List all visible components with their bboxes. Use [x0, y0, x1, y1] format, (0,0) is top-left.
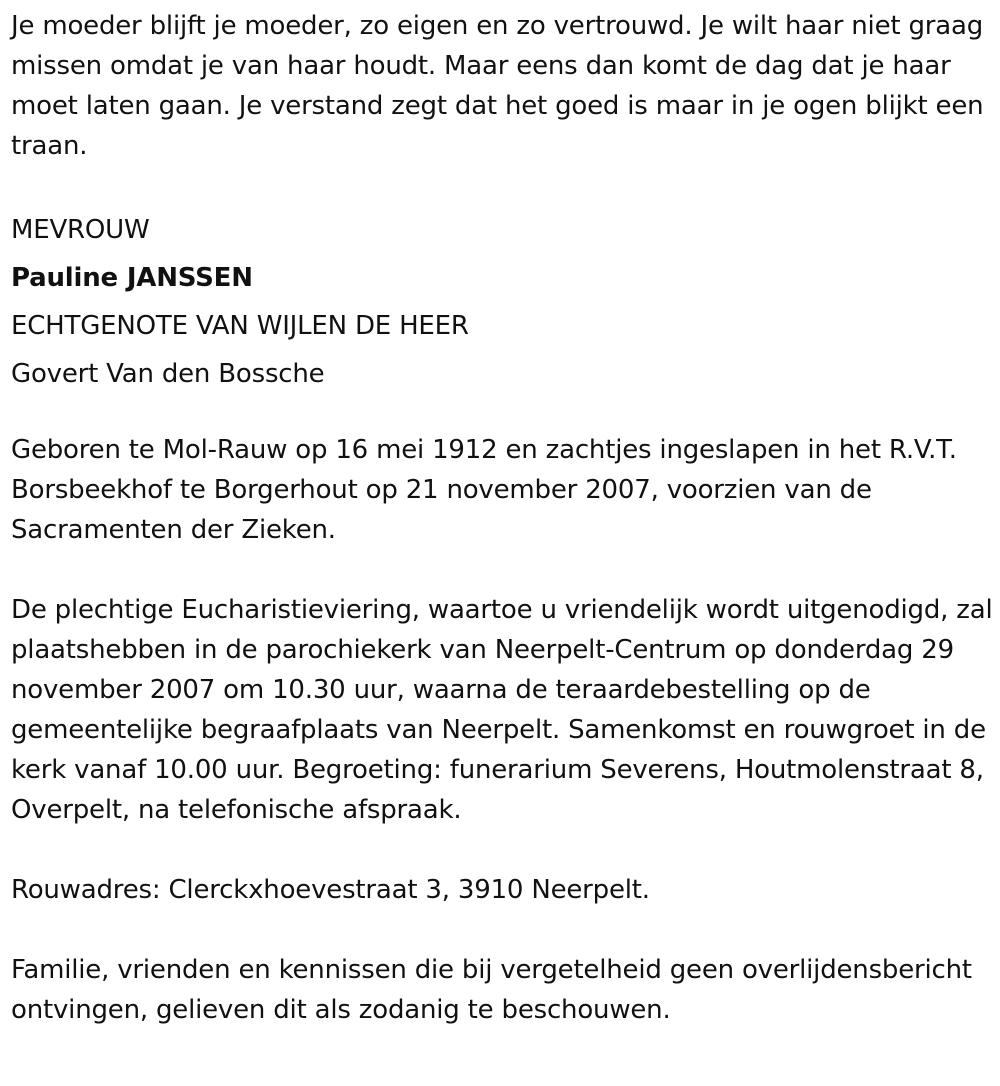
honorific-title: MEVROUW	[11, 215, 150, 245]
relation-text: ECHTGENOTE VAN WIJLEN DE HEER	[11, 311, 469, 341]
ceremony-text: De plechtige Eucharistieviering, waartoe u vriendelijk wordt uitgenodigd, zal plaatshebben in de parochiekerk van Neerpelt-Centrum op donderdag 29 november 2007 om 10.30 uur, waarna de teraardebestelling op de gemeentelijke begraafplaats van Neerpelt. Samenkomst en rouwgroet in de kerk vanaf 10.00 uur. Begroeting: funerarium Severens, Houtmolenstraat 8, Overpelt, na telefonische afspraak.	[11, 595, 993, 825]
birth-death-text: Geboren te Mol-Rauw op 16 mei 1912 en zachtjes ingeslapen in het R.V.T. Borsbeekhof te Borgerhout op 21 november 2007, voorzien van de Sacramenten der Zieken.	[11, 435, 957, 545]
spacer	[11, 910, 996, 950]
spacer	[11, 398, 996, 430]
spacer	[11, 550, 996, 590]
closing-text: Familie, vrienden en kennissen die bij vergetelheid geen overlijdensbericht ontvingen, gelieven dit als zodanig te beschouwen.	[11, 955, 972, 1025]
mourning-address: Rouwadres: Clerckxhoevestraat 3, 3910 Neerpelt.	[11, 875, 650, 905]
poem-text: Je moeder blijft je moeder, zo eigen en zo vertrouwd. Je wilt haar niet graag missen omdat je van haar houdt. Maar eens dan komt de dag dat je haar moet laten gaan. Je verstand zegt dat het goed is maar in je ogen blijkt een traan.	[11, 11, 984, 161]
spacer	[11, 166, 996, 206]
obituary-notice	[11, 6, 996, 1030]
deceased-name: Pauline JANSSEN	[11, 263, 253, 293]
spouse-name: Govert Van den Bossche	[11, 359, 325, 389]
spacer	[11, 830, 996, 870]
